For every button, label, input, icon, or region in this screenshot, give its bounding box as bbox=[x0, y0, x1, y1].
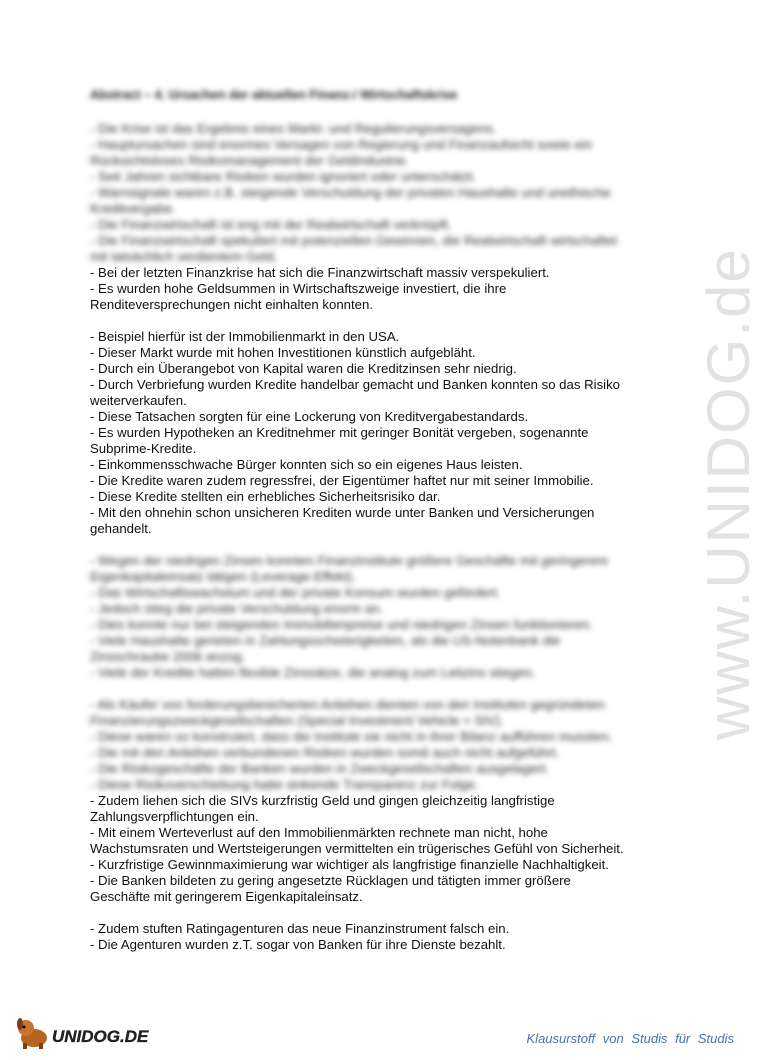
text-line: Finanzierungszweckgesellschaften (Special Investment Vehicle = SIV). bbox=[90, 713, 504, 728]
text-line: - Diese waren so konstruiert, dass die Institute sie nicht in ihrer Bilanz aufführen mussten. bbox=[90, 729, 613, 744]
text-line: - Dieser Markt wurde mit hohen Investitionen künstlich aufgebläht. bbox=[90, 345, 476, 360]
text-line: - Diese Kredite stellten ein erhebliches Sicherheitsrisiko dar. bbox=[90, 489, 441, 504]
text-line: Kreditvergabe. bbox=[90, 201, 176, 216]
text-line: - Die Kredite waren zudem regressfrei, der Eigentümer haftet nur mit seiner Immobilie. bbox=[90, 473, 594, 488]
text-line: - Viele der Kredite hatten flexible Zinssätze, die analog zum Leitzins stiegen. bbox=[90, 665, 536, 680]
text-line: Subprime-Kredite. bbox=[90, 441, 197, 456]
text-line: - Diese Risikoverschiebung hatte sinkende Transparenz zur Folge. bbox=[90, 777, 479, 792]
watermark: www.UNIDOG.de bbox=[695, 247, 762, 740]
text-line: - Beispiel hierfür ist der Immobilienmarkt in den USA. bbox=[90, 329, 400, 344]
text-line: - Die Risikogeschäfte der Banken wurden in Zweckgesellschaften ausgelagert. bbox=[90, 761, 549, 776]
text-line: - Mit den ohnehin schon unsicheren Krediten wurde unter Banken und Versicherungen bbox=[90, 505, 595, 520]
text-line: - Die Agenturen wurden z.T. sogar von Banken für ihre Dienste bezahlt. bbox=[90, 937, 506, 952]
blurred-text-block-2 bbox=[90, 553, 660, 681]
text-line: - Zudem stuften Ratingagenturen das neue Finanzinstrument falsch ein. bbox=[90, 921, 510, 936]
text-line: - Viele Haushalte gerieten in Zahlungsschwierigkeiten, als die US-Notenbank die bbox=[90, 633, 561, 648]
dog-logo-icon bbox=[12, 1012, 162, 1052]
text-line: - Seit Jahren sichtbare Risiken wurden ignoriert oder unterschätzt. bbox=[90, 169, 477, 184]
text-line: Renditeversprechungen nicht einhalten konnten. bbox=[90, 297, 373, 312]
text-line: - Einkommensschwache Bürger konnten sich so ein eigenes Haus leisten. bbox=[90, 457, 523, 472]
text-line: - Wegen der niedrigen Zinsen konnten Finanzinstitute größere Geschäfte mit geringerem bbox=[90, 553, 609, 568]
text-line: - Hauptursachen sind enormes Versagen von Regierung und Finanzaufsicht sowie ein bbox=[90, 137, 593, 152]
text-line: - Durch Verbriefung wurden Kredite handelbar gemacht und Banken konnten so das Risiko bbox=[90, 377, 621, 392]
footer-tagline: Klausurstoff von Studis für Studis bbox=[526, 1031, 734, 1046]
text-line: - Die Krise ist das Ergebnis eines Markt- und Regulierungsversagens. bbox=[90, 121, 497, 136]
blurred-text-block-3 bbox=[90, 697, 660, 793]
page-title: Abstract – 4. Ursachen der aktuellen Finanz-/ Wirtschaftskrise bbox=[90, 88, 458, 102]
text-line: Zahlungsverpflichtungen ein. bbox=[90, 809, 259, 824]
text-line: - Dies konnte nur bei steigenden Immobilienpreise und niedrigen Zinsen funktionieren. bbox=[90, 617, 593, 632]
text-line: Geschäfte mit geringerem Eigenkapitaleinsatz. bbox=[90, 889, 363, 904]
text-line: - Es wurden hohe Geldsummen in Wirtschaftszweige investiert, die ihre bbox=[90, 281, 507, 296]
text-line: Zinsschraube 2006 anzog. bbox=[90, 649, 246, 664]
text-line: - Die Finanzwirtschaft spekuliert mit potenziellen Gewinnen, die Realwirtschaft wirtschaftet bbox=[90, 233, 617, 248]
text-line: - Diese Tatsachen sorgten für eine Lockerung von Kreditvergabestandards. bbox=[90, 409, 529, 424]
text-line: Wachstumsraten und Wertsteigerungen vermittelten ein trügerisches Gefühl von Sicherheit. bbox=[90, 841, 624, 856]
text-line: - Mit einem Werteverlust auf den Immobilienmärkten rechnete man nicht, hohe bbox=[90, 825, 548, 840]
text-line: mit tatsächlich verdientem Geld. bbox=[90, 249, 278, 264]
text-line: Eigenkapitaleinsatz tätigen (Leverage-Effekt). bbox=[90, 569, 356, 584]
text-line: gehandelt. bbox=[90, 521, 152, 536]
text-line: - Zudem liehen sich die SIVs kurzfristig Geld und gingen gleichzeitig langfristige bbox=[90, 793, 555, 808]
text-block-1 bbox=[90, 265, 660, 313]
text-block-4 bbox=[90, 921, 660, 953]
logo-text: UNIDOG.DE bbox=[52, 1027, 149, 1046]
text-line: weiterverkaufen. bbox=[90, 393, 187, 408]
text-block-3 bbox=[90, 793, 660, 905]
text-line: - Bei der letzten Finanzkrise hat sich die Finanzwirtschaft massiv verspekuliert. bbox=[90, 265, 550, 280]
text-line: - Kurzfristige Gewinnmaximierung war wichtiger als langfristige finanzielle Nachhaltigkeit. bbox=[90, 857, 609, 872]
text-line: - Die mit den Anleihen verbundenen Risiken wurden somit auch nicht aufgeführt. bbox=[90, 745, 560, 760]
text-line: - Es wurden Hypotheken an Kreditnehmer mit geringer Bonität vergeben, sogenannte bbox=[90, 425, 589, 440]
text-line: - Warnsignale waren z.B. steigende Verschuldung der privaten Haushalte und unethische bbox=[90, 185, 611, 200]
text-line: - Als Käufer von forderungsbesicherten Anleihen dienten von den Instituten gegründeten bbox=[90, 697, 605, 712]
blurred-text-block-1 bbox=[90, 121, 660, 265]
text-line: Rücksichtsloses Risikomanagement der Geldindustrie. bbox=[90, 153, 409, 168]
text-block-2 bbox=[90, 329, 660, 537]
unidog-logo[interactable] bbox=[12, 1012, 162, 1052]
text-line: - Die Banken bildeten zu gering angesetzte Rücklagen und tätigten immer größere bbox=[90, 873, 571, 888]
text-line: - Durch ein Überangebot von Kapital waren die Kreditzinsen sehr niedrig. bbox=[90, 361, 517, 376]
text-line: - Das Wirtschaftswachstum und der private Konsum wurden gefördert. bbox=[90, 585, 501, 600]
text-line: - Jedoch stieg die private Verschuldung enorm an. bbox=[90, 601, 384, 616]
text-line: - Die Finanzwirtschaft ist eng mit der Realwirtschaft verknüpft. bbox=[90, 217, 452, 232]
